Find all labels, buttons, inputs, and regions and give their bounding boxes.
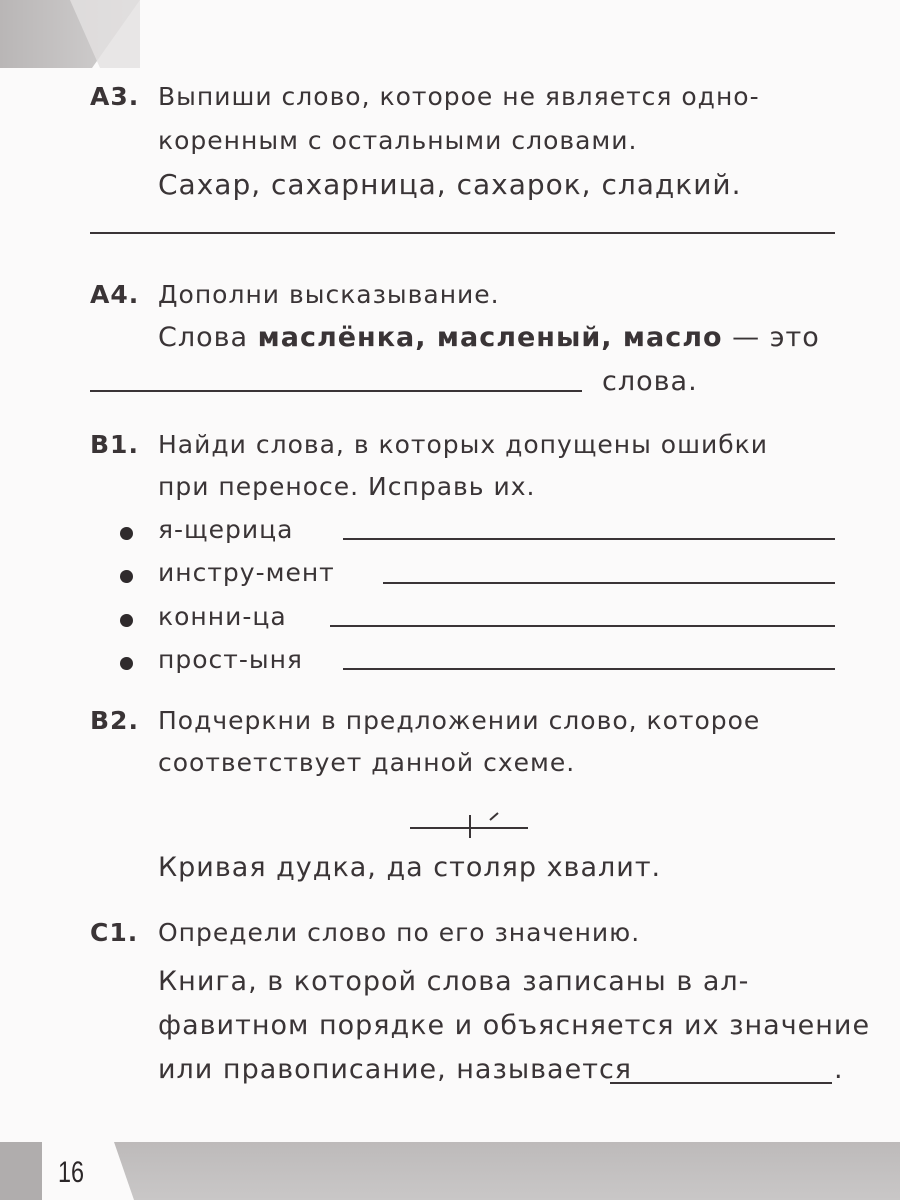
word-item: инстру-мент — [158, 558, 335, 587]
answer-line[interactable] — [343, 538, 835, 540]
definition-text: фавитном порядке и объясняется их значение — [158, 1010, 871, 1041]
task-instruction: Определи слово по его значению. — [158, 918, 641, 947]
page-number: 16 — [58, 1156, 85, 1189]
statement-pre: Слова — [158, 322, 258, 353]
task-label: В1. — [90, 430, 139, 459]
task-instruction: соответствует данной схеме. — [158, 748, 576, 777]
task-label: В2. — [90, 706, 139, 735]
task-instruction: Найди слова, в которых допущены ошибки — [158, 430, 768, 459]
answer-line[interactable] — [610, 1082, 832, 1084]
task-label: А4. — [90, 280, 140, 309]
definition-text: или правописание, называется — [158, 1054, 633, 1085]
answer-line[interactable] — [330, 625, 835, 627]
stress-scheme-icon — [410, 808, 528, 838]
bullet-icon — [120, 614, 133, 627]
definition-end: . — [834, 1054, 844, 1085]
task-instruction: Подчеркни в предложении слово, которое — [158, 706, 761, 735]
task-b1 — [90, 430, 845, 680]
task-a3 — [90, 82, 845, 252]
definition-text: Книга, в которой слова записаны в ал- — [158, 966, 750, 997]
word-item: прост-ыня — [158, 645, 303, 674]
bullet-icon — [120, 570, 133, 583]
task-a4 — [90, 280, 845, 400]
word-list: Сахар, сахарница, сахарок, сладкий. — [158, 168, 742, 201]
task-instruction: Выпиши слово, которое не является одно- — [158, 82, 760, 111]
statement — [158, 322, 820, 353]
task-c1 — [90, 918, 871, 1093]
word-item: я-щерица — [158, 515, 294, 544]
answer-line[interactable] — [90, 232, 835, 234]
footer-decoration — [0, 1142, 42, 1200]
page-footer — [0, 1142, 900, 1200]
task-instruction: Дополни высказывание. — [158, 280, 500, 309]
statement-post: — это — [722, 322, 820, 353]
statement-end: слова. — [602, 366, 698, 397]
bullet-icon — [120, 657, 133, 670]
answer-line[interactable] — [383, 582, 835, 584]
task-instruction: при переносе. Исправь их. — [158, 472, 536, 501]
answer-line[interactable] — [343, 668, 835, 670]
word-item: конни-ца — [158, 602, 287, 631]
task-b2 — [90, 706, 845, 886]
task-label: С1. — [90, 918, 139, 947]
statement-words: маслёнка, масленый, масло — [257, 322, 723, 353]
task-label: А3. — [90, 82, 140, 111]
answer-line[interactable] — [90, 390, 582, 392]
bullet-icon — [120, 527, 133, 540]
sentence[interactable]: Кривая дудка, да столяр хвалит. — [158, 852, 662, 883]
task-instruction: коренным с остальными словами. — [158, 126, 638, 155]
